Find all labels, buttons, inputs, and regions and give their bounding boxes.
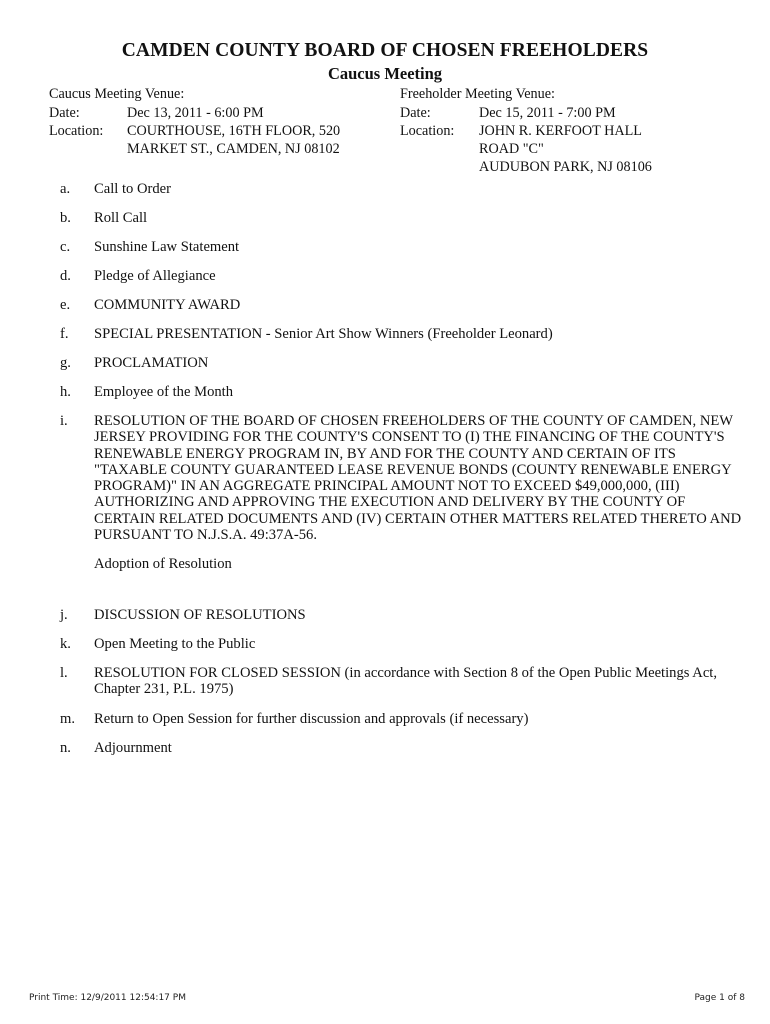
freeholder-venue-block: [400, 85, 740, 176]
page-number: Page 1 of 8: [694, 993, 745, 1003]
agenda-text: PROCLAMATION: [94, 355, 209, 371]
agenda-text: Open Meeting to the Public: [94, 636, 256, 652]
resolution-text: RESOLUTION OF THE BOARD OF CHOSEN FREEHOLDERS OF THE COUNTY OF CAMDEN, NEW JERSEY PROVIDING FOR THE COUNTY'S CONSENT TO (I) THE FINANCING OF THE COUNTY'S RENEWABLE ENERGY PROGRAM IN, BY AND FOR THE COUNTY AND CERTAIN OF ITS "TAXABLE COUNTY GUARANTEED LEASE REVENUE BONDS (COUNTY RENEWABLE ENERGY PROGRAM)" IN AN AGGREGATE PRINCIPAL AMOUNT NOT TO EXCEED $49,000,000, (III) AUTHORIZING AND APPROVING THE EXECUTION AND DELIVERY BY THE COUNTY OF CERTAIN RELATED DOCUMENTS AND (IV) CERTAIN OTHER MATTERS RELATED THERETO AND PURSUANT TO N.J.S.A. 49:37A-56.: [94, 413, 742, 544]
freeholder-venue-heading: Freeholder Meeting Venue:: [400, 86, 555, 102]
print-time: Print Time: 12/9/2011 12:54:17 PM: [29, 993, 186, 1003]
agenda-letter: j.: [60, 607, 68, 623]
agenda-text: Call to Order: [94, 181, 172, 197]
agenda-text: Sunshine Law Statement: [94, 239, 240, 255]
freeholder-date-value: Dec 15, 2011 - 7:00 PM: [479, 105, 616, 121]
agenda-text: RESOLUTION FOR CLOSED SESSION (in accordance with Section 8 of the Open Public Meetings Act, Chapter 231, P.L. 1975): [94, 665, 717, 698]
agenda-text: SPECIAL PRESENTATION - Senior Art Show Winners (Freeholder Leonard): [94, 326, 553, 342]
agenda-text: COMMUNITY AWARD: [94, 297, 241, 313]
agenda-text: Roll Call: [94, 210, 148, 226]
agenda-letter: f.: [60, 326, 69, 342]
freeholder-location-value: JOHN R. KERFOOT HALL ROAD "C" AUDUBON PARK, NJ 08106: [479, 123, 652, 175]
document-title: CAMDEN COUNTY BOARD OF CHOSEN FREEHOLDERS: [121, 40, 649, 61]
agenda-letter: l.: [60, 665, 68, 681]
agenda-text: Employee of the Month: [94, 384, 234, 400]
agenda-letter: g.: [60, 355, 71, 371]
agenda-letter: n.: [60, 740, 71, 756]
freeholder-date-label: Date:: [400, 105, 431, 121]
agenda-text: Adjournment: [94, 740, 172, 756]
caucus-date-label: Date:: [49, 105, 80, 121]
agenda-text: Return to Open Session for further discussion and approvals (if necessary): [94, 711, 529, 727]
caucus-date-value: Dec 13, 2011 - 6:00 PM: [127, 105, 264, 121]
agenda-letter: e.: [60, 297, 71, 313]
agenda-letter: m.: [60, 711, 75, 727]
agenda-text: Pledge of Allegiance: [94, 268, 216, 284]
caucus-location-value: COURTHOUSE, 16TH FLOOR, 520 MARKET ST., CAMDEN, NJ 08102: [127, 123, 341, 157]
agenda-letter: a.: [60, 181, 71, 197]
agenda-text-block: [94, 413, 746, 573]
caucus-venue-block: [49, 85, 389, 158]
caucus-venue-heading: Caucus Meeting Venue:: [49, 86, 185, 102]
agenda-letter: h.: [60, 384, 71, 400]
agenda-letter: c.: [60, 239, 71, 255]
document-subtitle: Caucus Meeting: [327, 64, 443, 83]
resolution-subitem: Adoption of Resolution: [94, 556, 232, 573]
agenda-letter: d.: [60, 268, 71, 284]
agenda-letter: b.: [60, 210, 71, 226]
freeholder-location-label: Location:: [400, 123, 455, 139]
caucus-location-label: Location:: [49, 123, 104, 139]
agenda-text: DISCUSSION OF RESOLUTIONS: [94, 607, 306, 623]
agenda-letter: k.: [60, 636, 71, 652]
agenda-letter: i.: [60, 413, 68, 429]
